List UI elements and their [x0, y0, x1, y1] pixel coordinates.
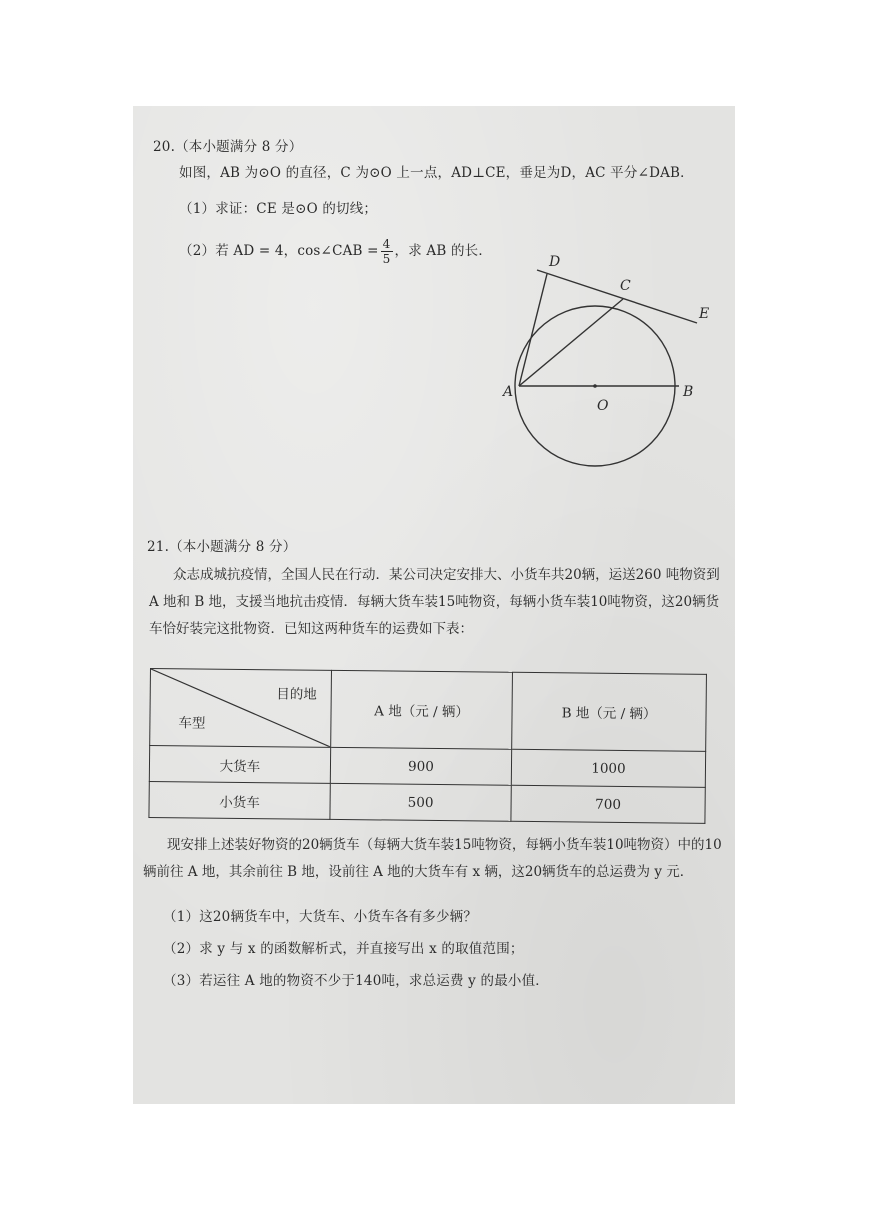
q21-part1: （1）这20辆货车中，大货车、小货车各有多少辆？: [163, 909, 478, 925]
corner-diagonal: [150, 669, 331, 747]
label-c: C: [620, 278, 631, 294]
geometry-figure: [499, 246, 725, 492]
table-row: [149, 781, 705, 823]
corner-label-vehicle-type: 车型: [178, 715, 206, 732]
fraction-denominator: 5: [382, 252, 391, 266]
center-point: [593, 384, 597, 388]
table-row: [149, 746, 705, 788]
q20-part2: [179, 234, 492, 268]
exam-paper: [133, 106, 735, 1104]
label-e: E: [699, 306, 710, 322]
row-type-large: 大货车: [149, 746, 330, 784]
small-truck-b-fee: 700: [511, 785, 705, 823]
q20-header: 20.（本小题满分 8 分）: [153, 139, 303, 155]
q21-part3: （3）若运往 A 地的物资不少于140吨，求总运费 y 的最小值．: [163, 973, 549, 989]
row-type-small: 小货车: [149, 781, 330, 819]
large-truck-b-fee: 1000: [511, 749, 705, 787]
label-d: D: [549, 254, 561, 270]
label-b: B: [683, 384, 694, 400]
q20-part1: （1）求证：CE 是⊙O 的切线；: [179, 201, 378, 217]
tangent-line-de: [537, 270, 697, 323]
freight-fee-table: [148, 668, 707, 824]
segment-ac: [519, 299, 623, 386]
q21-setup: 现安排上述装好物资的20辆货车（每辆大货车装15吨物资，每辆小货车装10吨物资）中的10辆前往 A 地，其余前往 B 地，设前往 A 地的大货车有 x 辆，这20辆货车的总运费为 y 元．: [143, 837, 722, 880]
q21-part2: （2）求 y 与 x 的函数解析式，并直接写出 x 的取值范围；: [163, 941, 524, 957]
table-header-row: [150, 669, 707, 752]
fraction-numerator: 4: [382, 237, 391, 251]
corner-label-destination: 目的地: [276, 686, 317, 703]
q20-part2-prefix: （2）若 AD = 4，cos∠CAB =: [179, 243, 379, 259]
q20-statement: 如图，AB 为⊙O 的直径，C 为⊙O 上一点，AD⊥CE，垂足为D，AC 平分∠DAB．: [179, 165, 694, 181]
segment-ad: [519, 274, 547, 386]
small-truck-a-fee: 500: [330, 783, 511, 821]
q20-part2-suffix: ，求 AB 的长．: [394, 243, 493, 259]
large-truck-a-fee: 900: [330, 747, 511, 785]
column-header-a: A 地（元 / 辆）: [331, 670, 513, 749]
column-header-b: B 地（元 / 辆）: [512, 672, 707, 751]
q21-intro: 众志成城抗疫情，全国人民在行动．某公司决定安排大、小货车共20辆，运送260 吨物资到 A 地和 B 地，支援当地抗击疫情．每辆大货车装15吨物资，每辆小货车装10吨物资，这20辆货车恰好装完这批物资．已知这两种货车的运费如下表：: [149, 567, 720, 637]
q21-header: 21.（本小题满分 8 分）: [147, 539, 297, 555]
label-a: A: [503, 384, 514, 400]
table-corner-cell: [150, 669, 332, 748]
label-o: O: [597, 398, 609, 414]
cos-fraction: [381, 237, 393, 266]
circle-tangent-diagram: [499, 246, 725, 492]
